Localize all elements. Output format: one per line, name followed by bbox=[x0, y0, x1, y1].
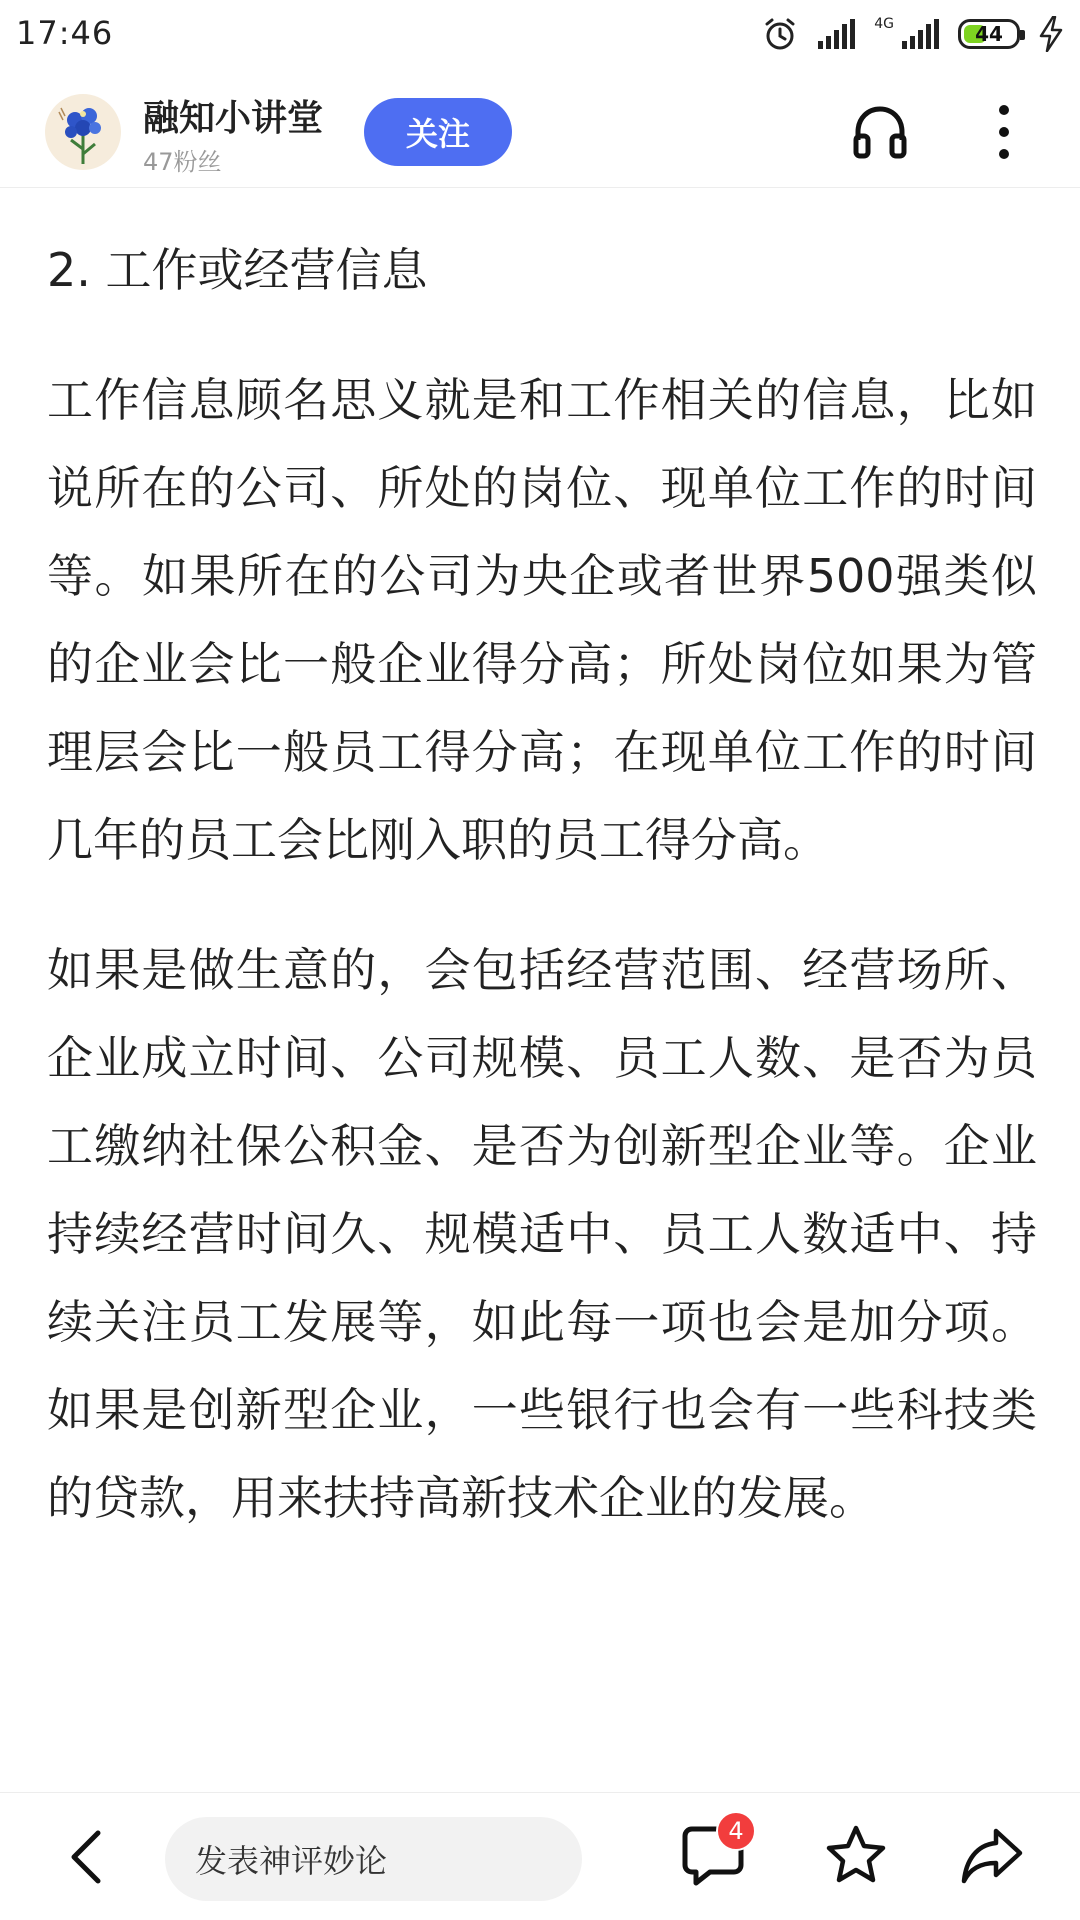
battery-icon bbox=[958, 19, 1020, 49]
back-icon[interactable] bbox=[62, 1827, 112, 1887]
share-icon[interactable] bbox=[960, 1823, 1024, 1887]
status-icons bbox=[762, 12, 1064, 56]
comment-input[interactable]: 发表神评妙论 bbox=[165, 1817, 582, 1901]
bottom-bar bbox=[0, 1792, 1080, 1920]
author-header bbox=[0, 72, 1080, 188]
section-title: 2. 工作或经营信息 bbox=[47, 243, 428, 297]
battery-level: 44 bbox=[975, 22, 1003, 46]
article-paragraph: 工作信息顾名思义就是和工作相关的信息，比如说所在的公司、所处的岗位、现单位工作的时间等。如果所在的公司为央企或者世界500强类似的企业会比一般企业得分高；所处岗位如果为管理层会比一般员工得分高；在现单位工作的时间几年的员工会比刚入职的员工得分高。 bbox=[47, 373, 1037, 867]
article-body bbox=[47, 230, 1037, 1542]
alarm-icon bbox=[762, 16, 798, 52]
article-paragraph: 如果是做生意的，会包括经营范围、经营场所、企业成立时间、公司规模、员工人数、是否为员工缴纳社保公积金、是否为创新型企业等。企业持续经营时间久、规模适中、员工人数适中、持续关注员工发展等，如此每一项也会是加分项。如果是创新型企业，一些银行也会有一些科技类的贷款，用来扶持高新技术企业的发展。 bbox=[47, 943, 1037, 1525]
comment-count-badge: 4 bbox=[716, 1811, 756, 1851]
author-name[interactable]: 融知小讲堂 bbox=[143, 98, 324, 139]
fans-count: 47粉丝 bbox=[143, 148, 222, 176]
star-icon[interactable] bbox=[824, 1823, 888, 1887]
charging-icon bbox=[1038, 16, 1064, 52]
signal-4g-icon bbox=[900, 19, 940, 49]
avatar[interactable] bbox=[45, 94, 121, 170]
battery-cap bbox=[1020, 30, 1025, 40]
follow-button[interactable]: 关注 bbox=[364, 98, 512, 166]
status-time: 17:46 bbox=[16, 14, 114, 52]
status-bar bbox=[0, 0, 1080, 72]
flower-avatar-icon bbox=[45, 94, 121, 170]
more-vertical-icon[interactable] bbox=[982, 100, 1026, 164]
network-label: 4G bbox=[874, 16, 894, 32]
signal-icon bbox=[816, 19, 856, 49]
headphone-icon[interactable] bbox=[850, 102, 910, 162]
